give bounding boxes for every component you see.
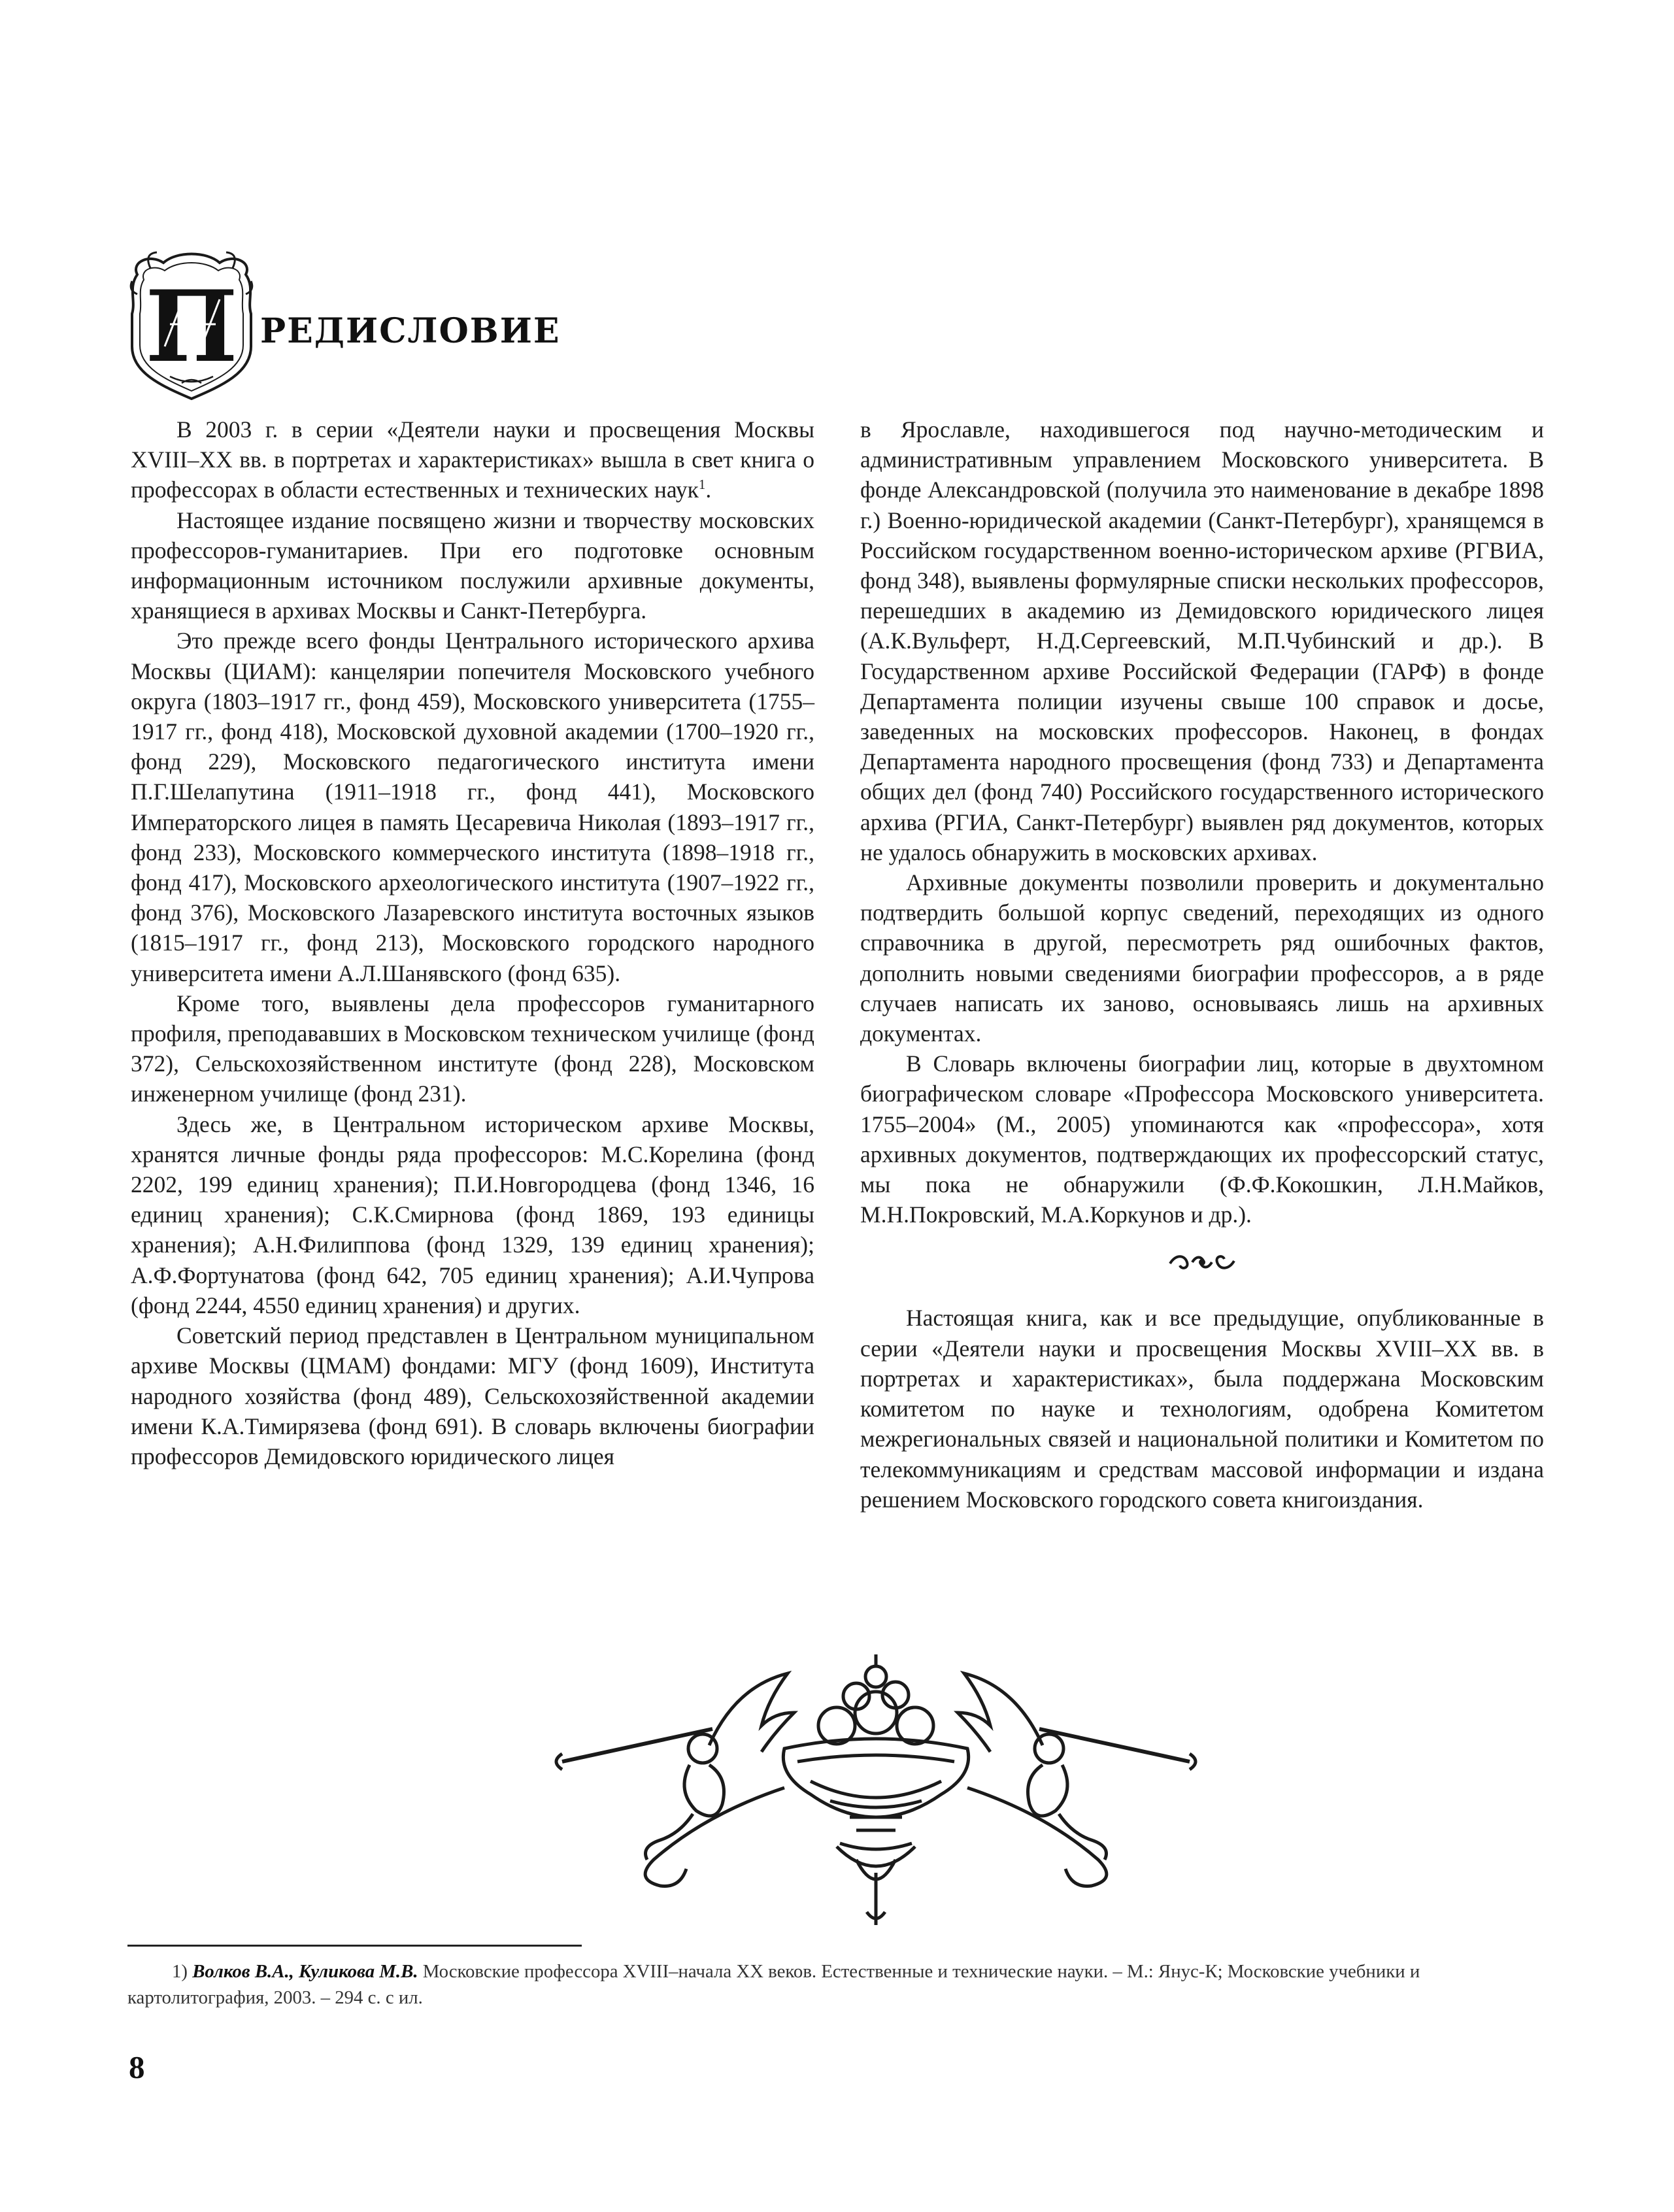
paragraph: Настоящее издание посвящено жизни и творчеству московских профессоров-гуманитариев. При его подготовке основным информационным источником послужили архивные документы, хранящиеся в архивах Москвы и Санкт-Петербурга.: [131, 507, 814, 624]
paragraph: В 2003 г. в серии «Деятели науки и просвещения Москвы XVIII–XX вв. в портретах и характеристиках» вышла в свет книга о профессорах в области естественных и технических наук$^1$.: [131, 416, 814, 503]
right-text-column: [860, 414, 1544, 1515]
paragraph: Советский период представлен в Центральном муниципальном архиве Москвы (ЦМАМ) фондами: МГУ (фонд 1609), Института народного хозяйства (фонд 489), Сельскохозяйственной академии имени К.А.Тимирязева (фонд 691). В словарь включены биографии профессоров Демидовского юридического лицея: [131, 1322, 814, 1469]
paragraph: Здесь же, в Центральном историческом архиве Москвы, хранятся личные фонды ряда профессоров: М.С.Корелина (фонд 2202, 199 единиц хранения); П.И.Новгородцева (фонд 1346, 16 единиц хранения); С.К.Смирнова (фонд 1869, 193 единицы хранения); А.Н.Филиппова (фонд 1329, 139 единиц хранения); А.Ф.Фортунатова (фонд 642, 705 единиц хранения); А.И.Чупрова (фонд 2244, 4550 единиц хранения) и других.: [131, 1111, 814, 1318]
heading-initial: П: [145, 269, 238, 384]
paragraph: в Ярославле, находившегося под научно-методическим и административным управлением Московского университета. В фонде Александровской (получила это наименование в декабре 1898 г.) Военно-юридической академии (Санкт-Петербург), хранящемся в Российском государственном военно-историческом архиве (РГВИА, фонд 348), выявлены формулярные списки нескольких профессоров, перешедших в академию из Демидовского юридического лицея (А.К.Вульферт, Н.Д.Сергеевский, М.П.Чубинский и др.). В Государственном архиве Российской Федерации (ГАРФ) в фонде Департамента полиции изучены свыше 100 справок и досье, заведенных на московских профессоров. Наконец, в фондах Департамента народного просвещения (фонд 733) и Департамента общих дел (фонд 740) Российского государственного исторического архива (РГИА, Санкт-Петербург) выявлен ряд документов, которых не удалось обнаружить в московских архивах.: [860, 416, 1544, 865]
page-number: 8: [129, 2049, 145, 2085]
footnote-reference[interactable]: 1: [698, 477, 706, 493]
section-divider-ornament-icon: [860, 1249, 1544, 1278]
left-text-column: [131, 414, 814, 1471]
paragraph: Архивные документы позволили проверить и документально подтвердить большой корпус сведений, переходящих из одного справочника в другой, пересмотреть ряд ошибочных фактов, дополнить новыми сведениями биографии профессоров, а в ряде случаев написать их заново, основываясь лишь на архивных документах.: [860, 869, 1544, 1047]
paragraph: В Словарь включены биографии лиц, которые в двухтомном биографическом словаре «Профессора Московского университета. 1755–2004» (М., 2005) упоминаются как «профессора», хотя архивных документов, подтверждающих их профессорский статус, мы пока не обнаружили (Ф.Ф.Кокошкин, Л.Н.Майков, М.Н.Покровский, М.А.Коркунов и др.).: [860, 1050, 1544, 1228]
page-title: РЕДИСЛОВИЕ: [260, 311, 561, 351]
chapter-heading: [124, 248, 712, 405]
footnote-divider: [127, 1945, 582, 1947]
decorative-vignette-icon: [549, 1651, 1203, 1932]
paragraph: Кроме того, выявлены дела профессоров гуманитарного профиля, преподававших в Московском техническом училище (фонд 372), Сельскохозяйственном институте (фонд 228), Московском инженерном училище (фонд 231).: [131, 990, 814, 1107]
footnote-authors: Волков В.А., Куликова М.В.: [192, 1961, 418, 1982]
ornamental-initial-shield-icon: [124, 248, 259, 403]
paragraph: Это прежде всего фонды Центрального исторического архива Москвы (ЦИАМ): канцелярии попечителя Московского учебного округа (1803–1917 гг., фонд 459), Московского университета (1755–1917 гг., фонд 418), Московской духовной академии (1700–1920 гг., фонд 229), Московского педагогического института имени П.Г.Шелапутина (1911–1918 гг., фонд 441), Московского Императорского лицея в память Цесаревича Николая (1893–1917 гг., фонд 233), Московского коммерческого института (1898–1918 гг., фонд 417), Московского археологического института (1907–1922 гг., фонд 376), Московского Лазаревского института восточных языков (1815–1917 гг., фонд 213), Московского городского народного университета имени А.Л.Шанявского (фонд 635).: [131, 628, 814, 986]
paragraph: Настоящая книга, как и все предыдущие, опубликованные в серии «Деятели науки и просвещения Москвы XVIII–XX вв. в портретах и характеристиках», была поддержана Московским комитетом по науке и технологиям, одобрена Комитетом межрегиональных связей и национальной политики и Комитетом по телекоммуникациям и средствам массовой информации и издана решением Московского городского совета книгоиздания.: [860, 1305, 1544, 1513]
footnote: [127, 1958, 1556, 2011]
footnote-text: Московские профессора XVIII–начала XX веков. Естественные и технические науки. – М.: Янус-К; Московские учебники и картолитография, 2003. – 294 с. с ил.: [127, 1961, 1420, 2008]
footnote-marker: 1): [172, 1961, 188, 1982]
